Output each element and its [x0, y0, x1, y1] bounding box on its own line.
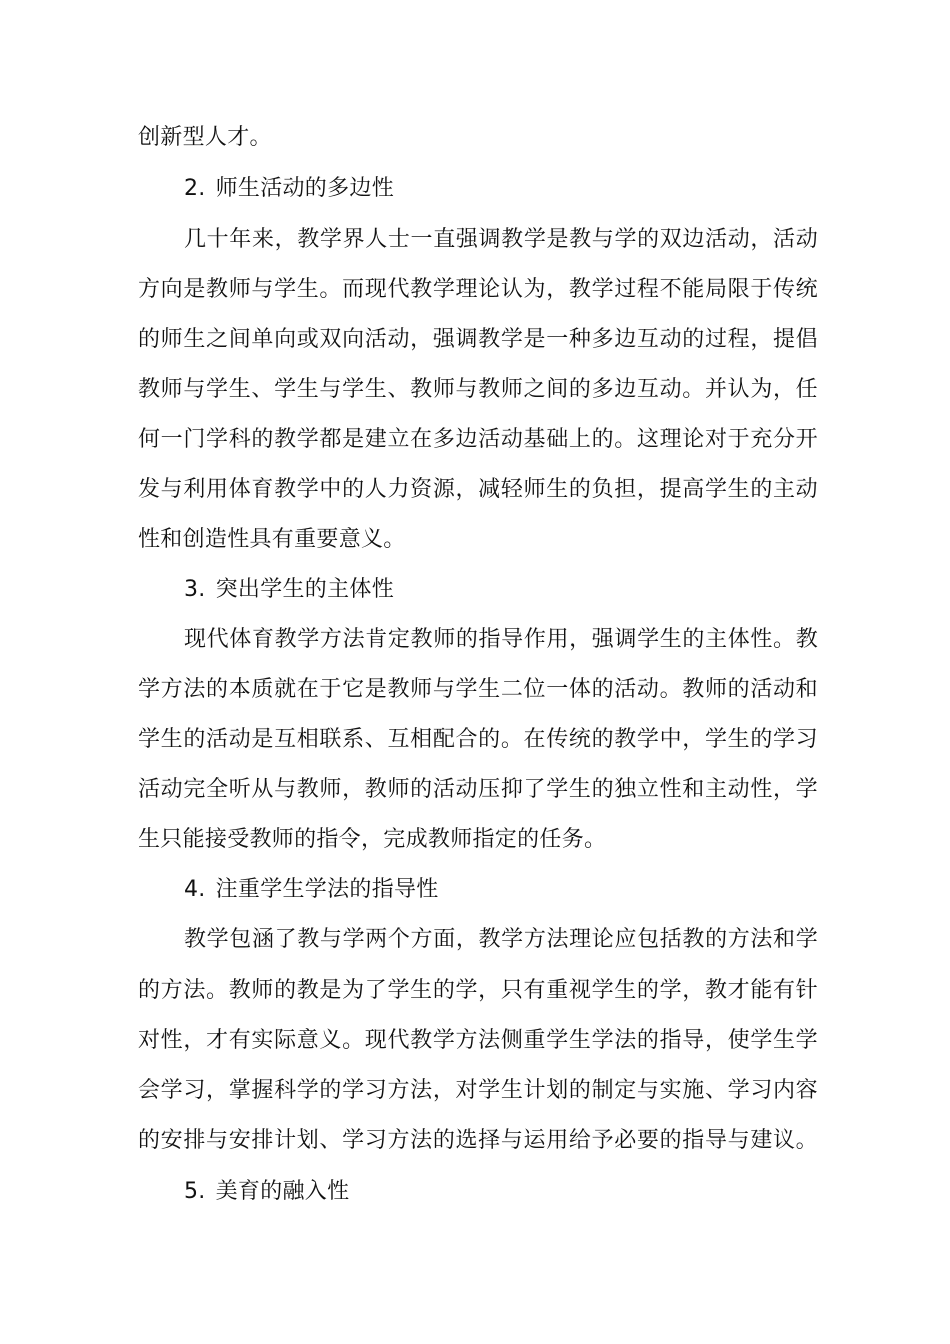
paragraph-line: 发与利用体育教学中的人力资源，减轻师生的负担，提高学生的主动 — [138, 477, 818, 502]
paragraph-line: 几十年来，教学界人士一直强调教学是教与学的双边活动，活动 — [184, 227, 818, 252]
paragraph-line: 会学习，掌握科学的学习方法，对学生计划的制定与实施、学习内容 — [138, 1078, 818, 1103]
section-heading-2 — [184, 174, 864, 204]
paragraph-line: 性和创造性具有重要意义。 — [138, 527, 406, 552]
paragraph-line: 创新型人才。 — [138, 125, 272, 150]
heading-text: 美育的融入性 — [215, 1179, 350, 1204]
paragraph-line: 何一门学科的教学都是建立在多边活动基础上的。这理论对于充分开 — [138, 427, 818, 452]
heading-number: 5. — [184, 1179, 206, 1204]
section-heading-5 — [184, 1177, 864, 1207]
heading-number: 3. — [184, 577, 206, 602]
paragraph-line: 学方法的本质就在于它是教师与学生二位一体的活动。教师的活动和 — [138, 677, 818, 702]
paragraph-line: 的方法。教师的教是为了学生的学，只有重视学生的学，教才能有针 — [138, 978, 818, 1003]
paragraph-line: 现代体育教学方法肯定教师的指导作用，强调学生的主体性。教 — [184, 627, 818, 652]
heading-text: 突出学生的主体性 — [215, 577, 394, 602]
heading-number: 4. — [184, 877, 206, 902]
paragraph-line: 的安排与安排计划、学习方法的选择与运用给予必要的指导与建议。 — [138, 1128, 818, 1153]
paragraph-line: 学生的活动是互相联系、互相配合的。在传统的教学中，学生的学习 — [138, 727, 818, 752]
paragraph-line: 教师与学生、学生与学生、教师与教师之间的多边互动。并认为，任 — [138, 377, 818, 402]
paragraph-line: 生只能接受教师的指令，完成教师指定的任务。 — [138, 827, 607, 852]
heading-text: 师生活动的多边性 — [215, 176, 394, 201]
paragraph-line: 活动完全听从与教师，教师的活动压抑了学生的独立性和主动性，学 — [138, 777, 818, 802]
paragraph-line: 教学包涵了教与学两个方面，教学方法理论应包括教的方法和学 — [184, 927, 818, 952]
heading-text: 注重学生学法的指导性 — [215, 877, 439, 902]
section-heading-4 — [184, 875, 864, 905]
heading-number: 2. — [184, 176, 206, 201]
paragraph-line: 方向是教师与学生。而现代教学理论认为，教学过程不能局限于传统 — [138, 277, 818, 302]
paragraph-line: 的师生之间单向或双向活动，强调教学是一种多边互动的过程，提倡 — [138, 327, 818, 352]
paragraph-line: 对性，才有实际意义。现代教学方法侧重学生学法的指导，使学生学 — [138, 1028, 818, 1053]
section-heading-3 — [184, 575, 864, 605]
